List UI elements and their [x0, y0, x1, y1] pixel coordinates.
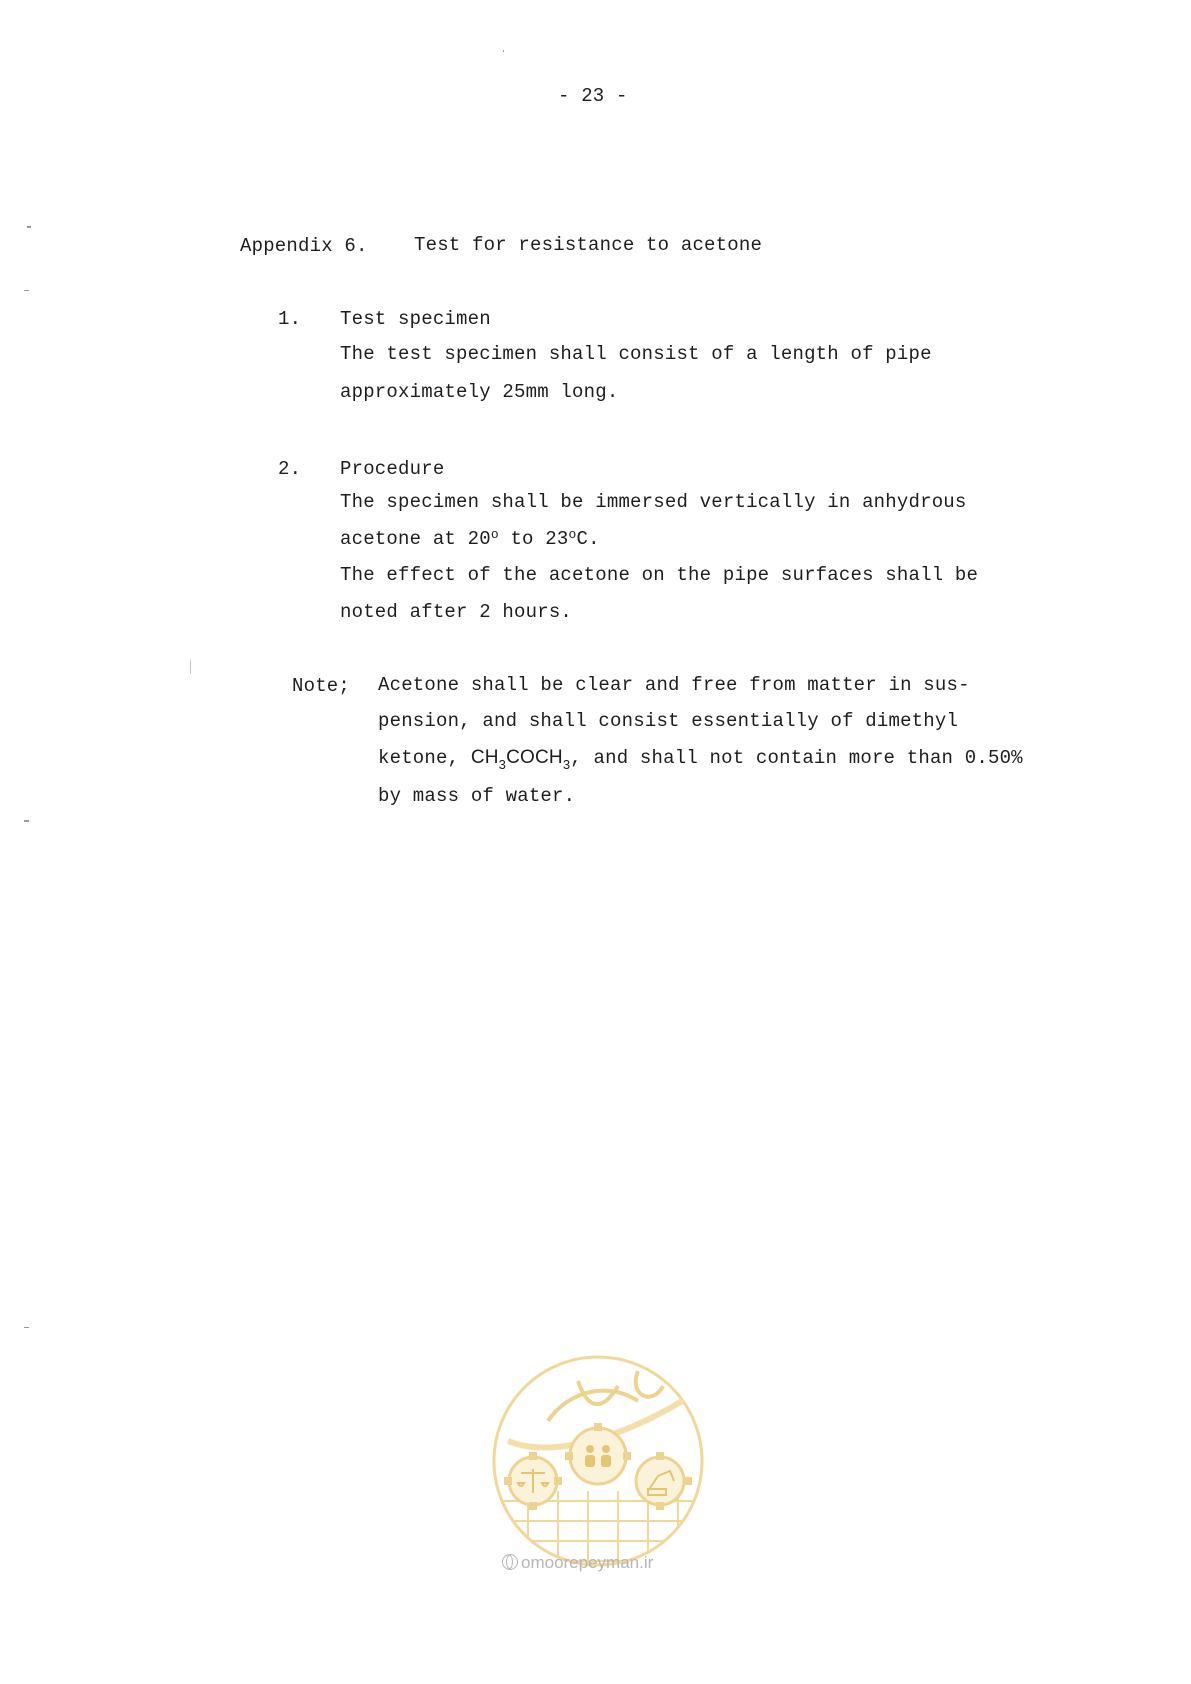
chemical-formula — [470, 747, 571, 772]
note-label: Note; — [292, 675, 351, 697]
page-number: - 23 - — [558, 85, 628, 107]
text-run: C. — [576, 528, 600, 550]
section-number: 1. — [278, 308, 302, 330]
globe-icon — [502, 1554, 518, 1570]
section-text-line: The test specimen shall consist of a length of pipe — [340, 343, 932, 365]
watermark-url — [502, 1553, 653, 1573]
scan-mark — [24, 1327, 29, 1328]
omoorepeyman-seal-icon — [488, 1351, 708, 1571]
note-text-line: pension, and shall consist essentially of dimethyl — [378, 710, 959, 732]
scan-mark — [190, 660, 191, 674]
watermark-url-text: omoorepeyman.ir — [521, 1553, 654, 1572]
section-text-line: noted after 2 hours. — [340, 601, 573, 623]
section-text-line: approximately 25mm long. — [340, 381, 619, 403]
text-run: ketone, — [378, 747, 471, 769]
scan-mark — [24, 290, 29, 291]
text-run: to 23 — [498, 528, 569, 550]
section-number: 2. — [278, 458, 302, 480]
formula-part: COCH — [506, 747, 563, 768]
section-text-line: The specimen shall be immersed vertically in anhydrous — [340, 491, 967, 513]
appendix-label: Appendix 6. — [240, 235, 368, 257]
section-heading: Procedure — [340, 458, 445, 480]
section-text-line: The effect of the acetone on the pipe surfaces shall be — [340, 564, 979, 586]
note-text-line: by mass of water. — [378, 785, 576, 807]
formula-part: CH — [470, 747, 499, 768]
degree-symbol: o — [568, 527, 577, 542]
degree-symbol: o — [490, 527, 499, 542]
formula-subscript: 3 — [498, 757, 507, 772]
section-text-line-temperature — [340, 527, 600, 550]
note-text-line-formula — [378, 747, 1023, 772]
text-run: acetone at 20 — [340, 528, 491, 550]
scan-mark — [24, 820, 29, 822]
scan-mark — [503, 50, 504, 52]
scan-mark — [27, 226, 31, 228]
section-heading: Test specimen — [340, 308, 491, 330]
formula-subscript: 3 — [562, 757, 571, 772]
note-text-line: Acetone shall be clear and free from matter in sus- — [378, 674, 970, 696]
text-run: , and shall not contain more than 0.50% — [570, 747, 1023, 769]
appendix-title: Test for resistance to acetone — [414, 234, 763, 256]
